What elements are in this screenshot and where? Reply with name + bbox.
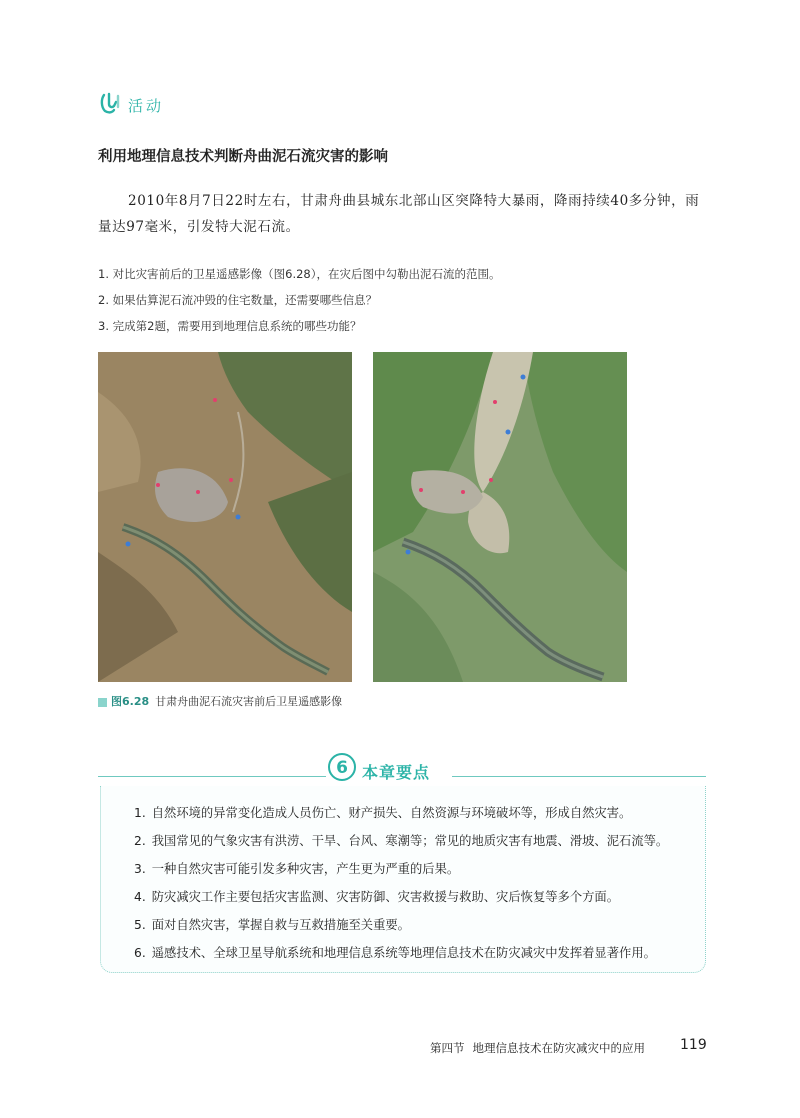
activity-label: 活动 (128, 97, 165, 115)
section-rule-right (452, 776, 706, 777)
question-1: 1. 对比灾害前后的卫星遥感影像（图6.28），在灾后图中勾勒出泥石流的范围。 (98, 267, 501, 281)
figure-number: 图6.28 (111, 695, 150, 708)
activity-hands-icon (98, 90, 124, 116)
footer-title: 地理信息技术在防灾减灾中的应用 (472, 1041, 645, 1055)
page-footer (430, 1040, 645, 1056)
section-rule-left (98, 776, 326, 777)
summary-point: 5. 面对自然灾害，掌握自救与互救措施至关重要。 (134, 918, 410, 932)
page-number: 119 (680, 1037, 707, 1053)
chapter-badge (327, 752, 357, 782)
question-2: 2. 如果估算泥石流冲毁的住宅数量，还需要哪些信息？ (98, 293, 378, 307)
summary-title: 本章要点 (362, 763, 431, 782)
activity-intro: 2010年8月7日22时左右，甘肃舟曲县城东北部山区突降特大暴雨，降雨持续40多分钟，雨量达97毫米，引发特大泥石流。 (98, 193, 700, 235)
summary-point: 1. 自然环境的异常变化造成人员伤亡、财产损失、自然资源与环境破坏等，形成自然灾害。 (134, 806, 632, 820)
satellite-image-before (98, 352, 352, 682)
caption-marker-icon (98, 698, 107, 707)
summary-point: 4. 防灾减灾工作主要包括灾害监测、灾害防御、灾害救援与救助、灾后恢复等多个方面。 (134, 890, 620, 904)
satellite-image-after (373, 352, 627, 682)
summary-point: 6. 遥感技术、全球卫星导航系统和地理信息系统等地理信息技术在防灾减灾中发挥着显著作用。 (134, 946, 656, 960)
activity-title: 利用地理信息技术判断舟曲泥石流灾害的影响 (98, 149, 388, 165)
footer-section: 第四节 (430, 1041, 465, 1055)
chapter-badge-number: 6 (336, 758, 348, 778)
figure-caption (98, 693, 342, 709)
question-3: 3. 完成第2题，需要用到地理信息系统的哪些功能？ (98, 319, 362, 333)
summary-point: 3. 一种自然灾害可能引发多种灾害，产生更为严重的后果。 (134, 862, 460, 876)
figure-caption-text: 甘肃舟曲泥石流灾害前后卫星遥感影像 (155, 695, 343, 708)
summary-point: 2. 我国常见的气象灾害有洪涝、干旱、台风、寒潮等；常见的地质灾害有地震、滑坡、泥石流等。 (134, 834, 669, 848)
